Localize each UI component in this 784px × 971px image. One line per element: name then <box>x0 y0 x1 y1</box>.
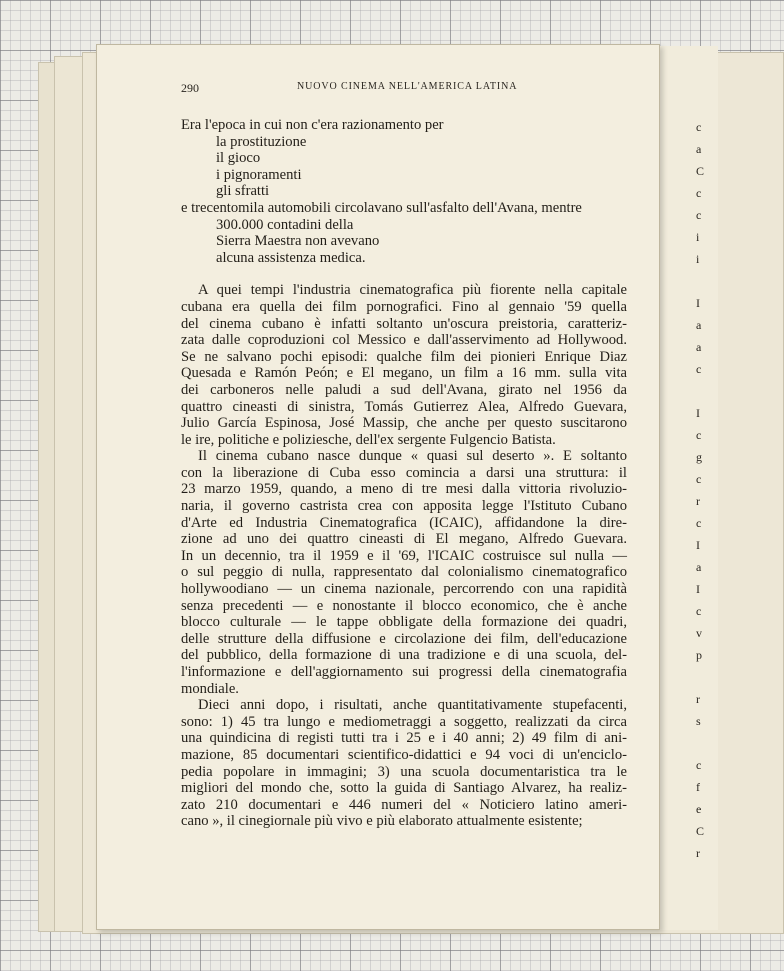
running-title: NUOVO CINEMA NELL'AMERICA LATINA <box>297 81 518 92</box>
facing-page-letter: c <box>696 120 702 134</box>
text-line: cano », il cinegiornale più vivo e più elaborato attualmente esistente; <box>181 813 583 830</box>
text-line: del pubblico, della formazione di una tradizione e di una scuola, del- <box>181 647 627 664</box>
text-line: Dieci anni dopo, i risultati, anche quantitativamente stupefacenti, <box>198 697 627 714</box>
facing-page-letter: I <box>696 582 700 596</box>
facing-page-letter: r <box>696 494 700 508</box>
facing-page-letter: v <box>696 626 702 640</box>
text-line: Se ne salvano pochi episodi: qualche film dei pionieri Enrique Diaz <box>181 348 627 365</box>
page-number: 290 <box>181 81 199 95</box>
text-line: dei carboneros nelle paludi a sud dell'Avana, girato nel 1956 da <box>181 381 627 398</box>
text-line: cubana era quella dei film pornografici. Fino al gennaio '59 quella <box>181 298 627 315</box>
text-line: zione ad uno dei quattro cineasti di El megano, Alfredo Guevara. <box>181 531 627 548</box>
prose-block <box>181 282 627 830</box>
text-line: zato 210 documentari e 446 numeri del « Noticiero latino ameri- <box>181 796 627 813</box>
page-text <box>181 117 627 830</box>
text-line: delle strutture della diffusione e circolazione dei film, dell'educazione <box>181 630 627 647</box>
poem-line: gli sfratti <box>216 183 270 200</box>
poem-line: i pignoramenti <box>216 166 302 183</box>
facing-page-letter: c <box>696 758 702 772</box>
poem-line: 300.000 contadini della <box>216 216 354 233</box>
text-line: Quesada e Ramón Peón; e El megano, un film a 16 mm. sulla vita <box>181 365 627 382</box>
text-line: zata dalle coproduzioni col Messico e dall'asservimento ad Hollywood. <box>181 332 627 349</box>
text-line: mazione, 85 documentari scientifico-didattici e 94 voci di un'enciclo- <box>181 746 627 763</box>
facing-page-letter: s <box>696 714 701 728</box>
facing-page-letter: f <box>696 780 700 794</box>
text-line: senza precedenti — e nonostante il blocco economico, che è anche <box>181 597 627 614</box>
poem-line: e trecentomila automobili circolavano sull'asfalto dell'Avana, mentre <box>181 199 582 216</box>
text-line: mondiale. <box>181 680 239 697</box>
facing-page-letter: I <box>696 406 700 420</box>
facing-page-letter: a <box>696 560 702 574</box>
book-page <box>96 44 660 930</box>
text-line: In un decennio, tra il 1959 e il '69, l'ICAIC costruisce sul nulla — <box>181 547 627 564</box>
text-line: d'Arte ed Industria Cinematografica (ICAIC), affidandone la dire- <box>181 514 627 531</box>
facing-page-letter: c <box>696 428 702 442</box>
text-line: Il cinema cubano nasce dunque « quasi sul deserto ». E soltanto <box>198 448 627 465</box>
facing-page-letter: c <box>696 362 702 376</box>
text-line: Julio García Espinosa, José Massip, che anche per questo suscitarono <box>181 415 627 432</box>
poem-line: Era l'epoca in cui non c'era razionamento per <box>181 117 444 133</box>
text-line: l'informazione e dell'aggiornamento sui progressi della cinematografia <box>181 664 627 680</box>
facing-page-letter: i <box>696 252 700 266</box>
facing-page-letter: a <box>696 142 702 156</box>
paragraph <box>181 697 627 830</box>
poem-block <box>181 117 627 266</box>
facing-page-letter: C <box>696 164 705 178</box>
text-line: A quei tempi l'industria cinematografica più fiorente nella capitale <box>198 282 627 299</box>
text-line: naria, il governo castrista crea con apposita legge l'Istituto Cubano <box>181 498 627 515</box>
facing-page-letter: a <box>696 318 702 332</box>
facing-page-letter: r <box>696 846 700 860</box>
facing-page-letter: g <box>696 450 702 464</box>
text-line: quattro cineasti di sinistra, Tomás Gutierrez Alea, Alfredo Guevara, <box>181 398 627 415</box>
text-line: 23 marzo 1959, quando, a meno di tre mesi dalla vittoria rivoluzio- <box>181 481 627 498</box>
paragraph <box>181 448 627 697</box>
text-line: le ire, politiche e poliziesche, dell'ex sergente Fulgencio Batista. <box>181 431 556 448</box>
facing-page-letter: a <box>696 340 702 354</box>
facing-page-letter: r <box>696 692 700 706</box>
text-line: del cinema cubano è infatti soltanto un'oscura preistoria, caratteriz- <box>181 315 627 332</box>
poem-line: la prostituzione <box>216 133 307 150</box>
text-line: blocco culturale — le tappe obbligate della formazione dei quadri, <box>181 614 627 631</box>
text-line: pedia popolare in immagini; 3) una scuola documentaristica tra le <box>181 763 627 780</box>
facing-page-letter: i <box>696 230 700 244</box>
facing-page-edge <box>656 46 718 930</box>
facing-page-letter: C <box>696 824 705 838</box>
poem-line: Sierra Maestra non avevano <box>216 233 380 250</box>
facing-page-letter: I <box>696 538 700 552</box>
facing-page-letter: c <box>696 516 702 530</box>
paragraph <box>181 282 627 448</box>
text-line: una quindicina di registi tutti tra i 25 e i 40 anni; 2) 49 film di ani- <box>181 730 627 747</box>
poem-line: alcuna assistenza medica. <box>216 249 366 266</box>
facing-page-letter: e <box>696 802 702 816</box>
facing-page-letter: c <box>696 604 702 618</box>
facing-page-letter: c <box>696 472 702 486</box>
text-line: migliori del mondo che, sotto la guida di Santiago Alvarez, ha realiz- <box>181 780 627 797</box>
text-line: hollywoodiano — un cinema nazionale, percorrendo con una rapidità <box>181 581 627 598</box>
facing-page-letter: c <box>696 208 702 222</box>
text-line: o sul peggio di nulla, rappresentato dal colonialismo cinematografico <box>181 564 627 581</box>
facing-page-letter: p <box>696 648 702 662</box>
poem-line: il gioco <box>216 150 261 167</box>
text-line: sono: 1) 45 tra lungo e mediometraggi a soggetto, realizzati da circa <box>181 713 627 730</box>
facing-page-letter: c <box>696 186 702 200</box>
text-line: con la liberazione di Cuba esso comincia a darsi una struttura: il <box>181 464 627 481</box>
facing-page-letter: I <box>696 296 700 310</box>
